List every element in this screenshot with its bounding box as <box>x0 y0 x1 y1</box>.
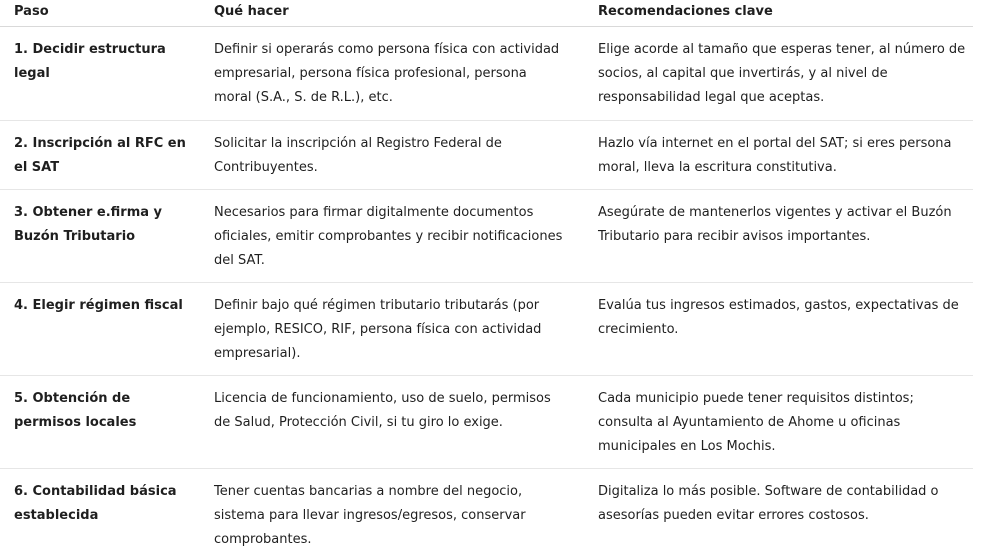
step-title: 6. Contabilidad básica establecida <box>14 484 177 523</box>
step-title: 2. Inscripción al RFC en el SAT <box>14 136 186 175</box>
step-action: Tener cuentas bancarias a nombre del negocio, sistema para llevar ingresos/egresos, conservar comprobantes. <box>214 484 526 547</box>
table-header-row <box>0 0 973 27</box>
step-title: 5. Obtención de permisos locales <box>14 391 137 430</box>
step-action: Licencia de funcionamiento, uso de suelo, permisos de Salud, Protección Civil, si tu giro lo exige. <box>214 391 551 430</box>
table-row <box>0 27 973 121</box>
step-action: Definir si operarás como persona física con actividad empresarial, persona física profesional, persona moral (S.A., S. de R.L.), etc. <box>214 42 560 105</box>
step-action: Necesarios para firmar digitalmente documentos oficiales, emitir comprobantes y recibir notificaciones del SAT. <box>214 205 563 268</box>
step-recommendation: Asegúrate de mantenerlos vigentes y activar el Buzón Tributario para recibir avisos importantes. <box>598 205 952 244</box>
step-recommendation: Elige acorde al tamaño que esperas tener, al número de socios, al capital que invertirás, y al nivel de responsabilidad legal que aceptas. <box>598 42 966 105</box>
step-recommendation: Hazlo vía internet en el portal del SAT; si eres persona moral, lleva la escritura constitutiva. <box>598 136 952 175</box>
step-title: 1. Decidir estructura legal <box>14 42 166 81</box>
step-title: 3. Obtener e.firma y Buzón Tributario <box>14 205 163 244</box>
step-title: 4. Elegir régimen fiscal <box>14 298 183 313</box>
header-que-hacer: Qué hacer <box>214 4 289 19</box>
header-recomendaciones: Recomendaciones clave <box>598 4 773 19</box>
step-action: Definir bajo qué régimen tributario tributarás (por ejemplo, RESICO, RIF, persona física con actividad empresarial). <box>214 298 542 361</box>
step-recommendation: Cada municipio puede tener requisitos distintos; consulta al Ayuntamiento de Ahome u oficinas municipales en Los Mochis. <box>598 391 914 454</box>
table-row <box>0 469 973 549</box>
table-row <box>0 283 973 376</box>
table-row <box>0 121 973 190</box>
step-recommendation: Digitaliza lo más posible. Software de contabilidad o asesorías pueden evitar errores costosos. <box>598 484 939 523</box>
step-action: Solicitar la inscripción al Registro Federal de Contribuyentes. <box>214 136 502 175</box>
table-row <box>0 376 973 469</box>
table-row <box>0 190 973 283</box>
header-paso: Paso <box>14 4 49 19</box>
step-recommendation: Evalúa tus ingresos estimados, gastos, expectativas de crecimiento. <box>598 298 959 337</box>
